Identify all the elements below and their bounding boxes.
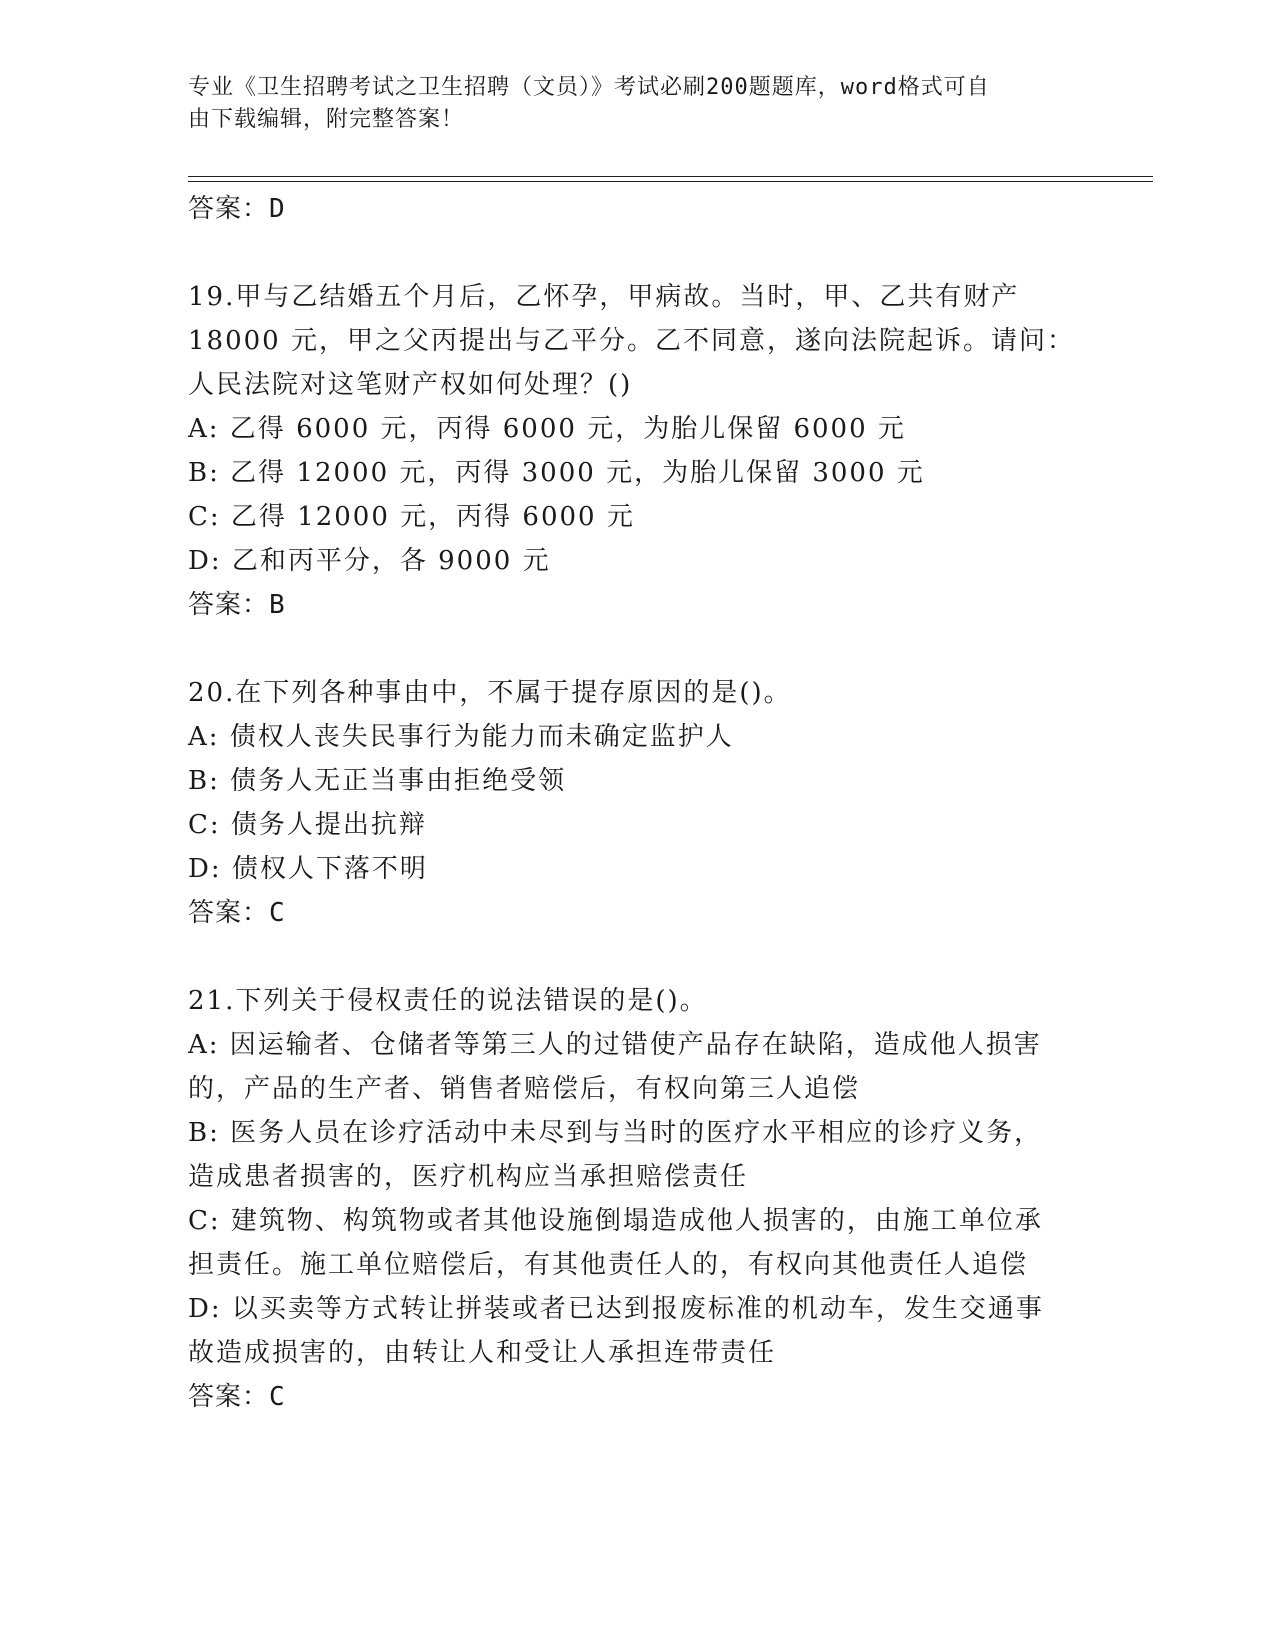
q21-stem: 21.下列关于侵权责任的说法错误的是()。	[188, 986, 708, 1016]
q21-answer: 答案：C	[188, 1382, 286, 1412]
header-rule-top	[188, 176, 1153, 177]
q21-option-d-line-2: 故造成损害的，由转让人和受让人承担连带责任	[188, 1338, 777, 1368]
q21-option-b-line-1: B: 医务人员在诊疗活动中未尽到与当时的医疗水平相应的诊疗义务，	[188, 1118, 1043, 1148]
q21-option-a-line-1: A: 因运输者、仓储者等第三人的过错使产品存在缺陷，造成他人损害	[188, 1030, 1042, 1060]
q21-option-b-line-2: 造成患者损害的，医疗机构应当承担赔偿责任	[188, 1162, 749, 1192]
q21-option-c-line-1: C: 建筑物、构筑物或者其他设施倒塌造成他人损害的，由施工单位承	[188, 1206, 1043, 1236]
q19-stem-line-2: 18000 元，甲之父丙提出与乙平分。乙不同意，遂向法院起诉。请问：	[188, 326, 1075, 356]
q19-option-c: C: 乙得 12000 元，丙得 6000 元	[188, 502, 635, 532]
q21-option-c-line-2: 担责任。施工单位赔偿后，有其他责任人的，有权向其他责任人追偿	[188, 1250, 1029, 1280]
q19-option-b: B: 乙得 12000 元，丙得 3000 元，为胎儿保留 3000 元	[188, 458, 925, 488]
q21-option-a-line-2: 的，产品的生产者、销售者赔偿后，有权向第三人追偿	[188, 1074, 861, 1104]
q19-option-d: D: 乙和丙平分，各 9000 元	[188, 546, 551, 576]
q20-stem: 20.在下列各种事由中，不属于提存原因的是()。	[188, 678, 792, 708]
q20-answer: 答案：C	[188, 898, 286, 928]
header-line-1: 专业《卫生招聘考试之卫生招聘（文员）》考试必刷200题题库，word格式可自	[188, 75, 990, 100]
header-line-2: 由下载编辑，附完整答案！	[188, 107, 465, 132]
q19-stem-line-3: 人民法院对这笔财产权如何处理？()	[188, 370, 633, 400]
q20-option-c: C: 债务人提出抗辩	[188, 810, 427, 840]
q19-stem-line-1: 19.甲与乙结婚五个月后，乙怀孕，甲病故。当时，甲、乙共有财产	[188, 282, 1020, 312]
q19-option-a: A: 乙得 6000 元，丙得 6000 元，为胎儿保留 6000 元	[188, 414, 906, 444]
document-header	[188, 72, 1068, 136]
q21-option-d-line-1: D: 以买卖等方式转让拼装或者已达到报废标准的机动车，发生交通事	[188, 1294, 1044, 1324]
header-rule-bottom	[188, 181, 1153, 182]
q20-option-b: B: 债务人无正当事由拒绝受领	[188, 766, 567, 796]
q19-answer: 答案：B	[188, 590, 286, 620]
previous-answer: 答案：D	[188, 194, 286, 224]
q20-option-d: D: 债权人下落不明	[188, 854, 428, 884]
q20-option-a: A: 债权人丧失民事行为能力而未确定监护人	[188, 722, 734, 752]
